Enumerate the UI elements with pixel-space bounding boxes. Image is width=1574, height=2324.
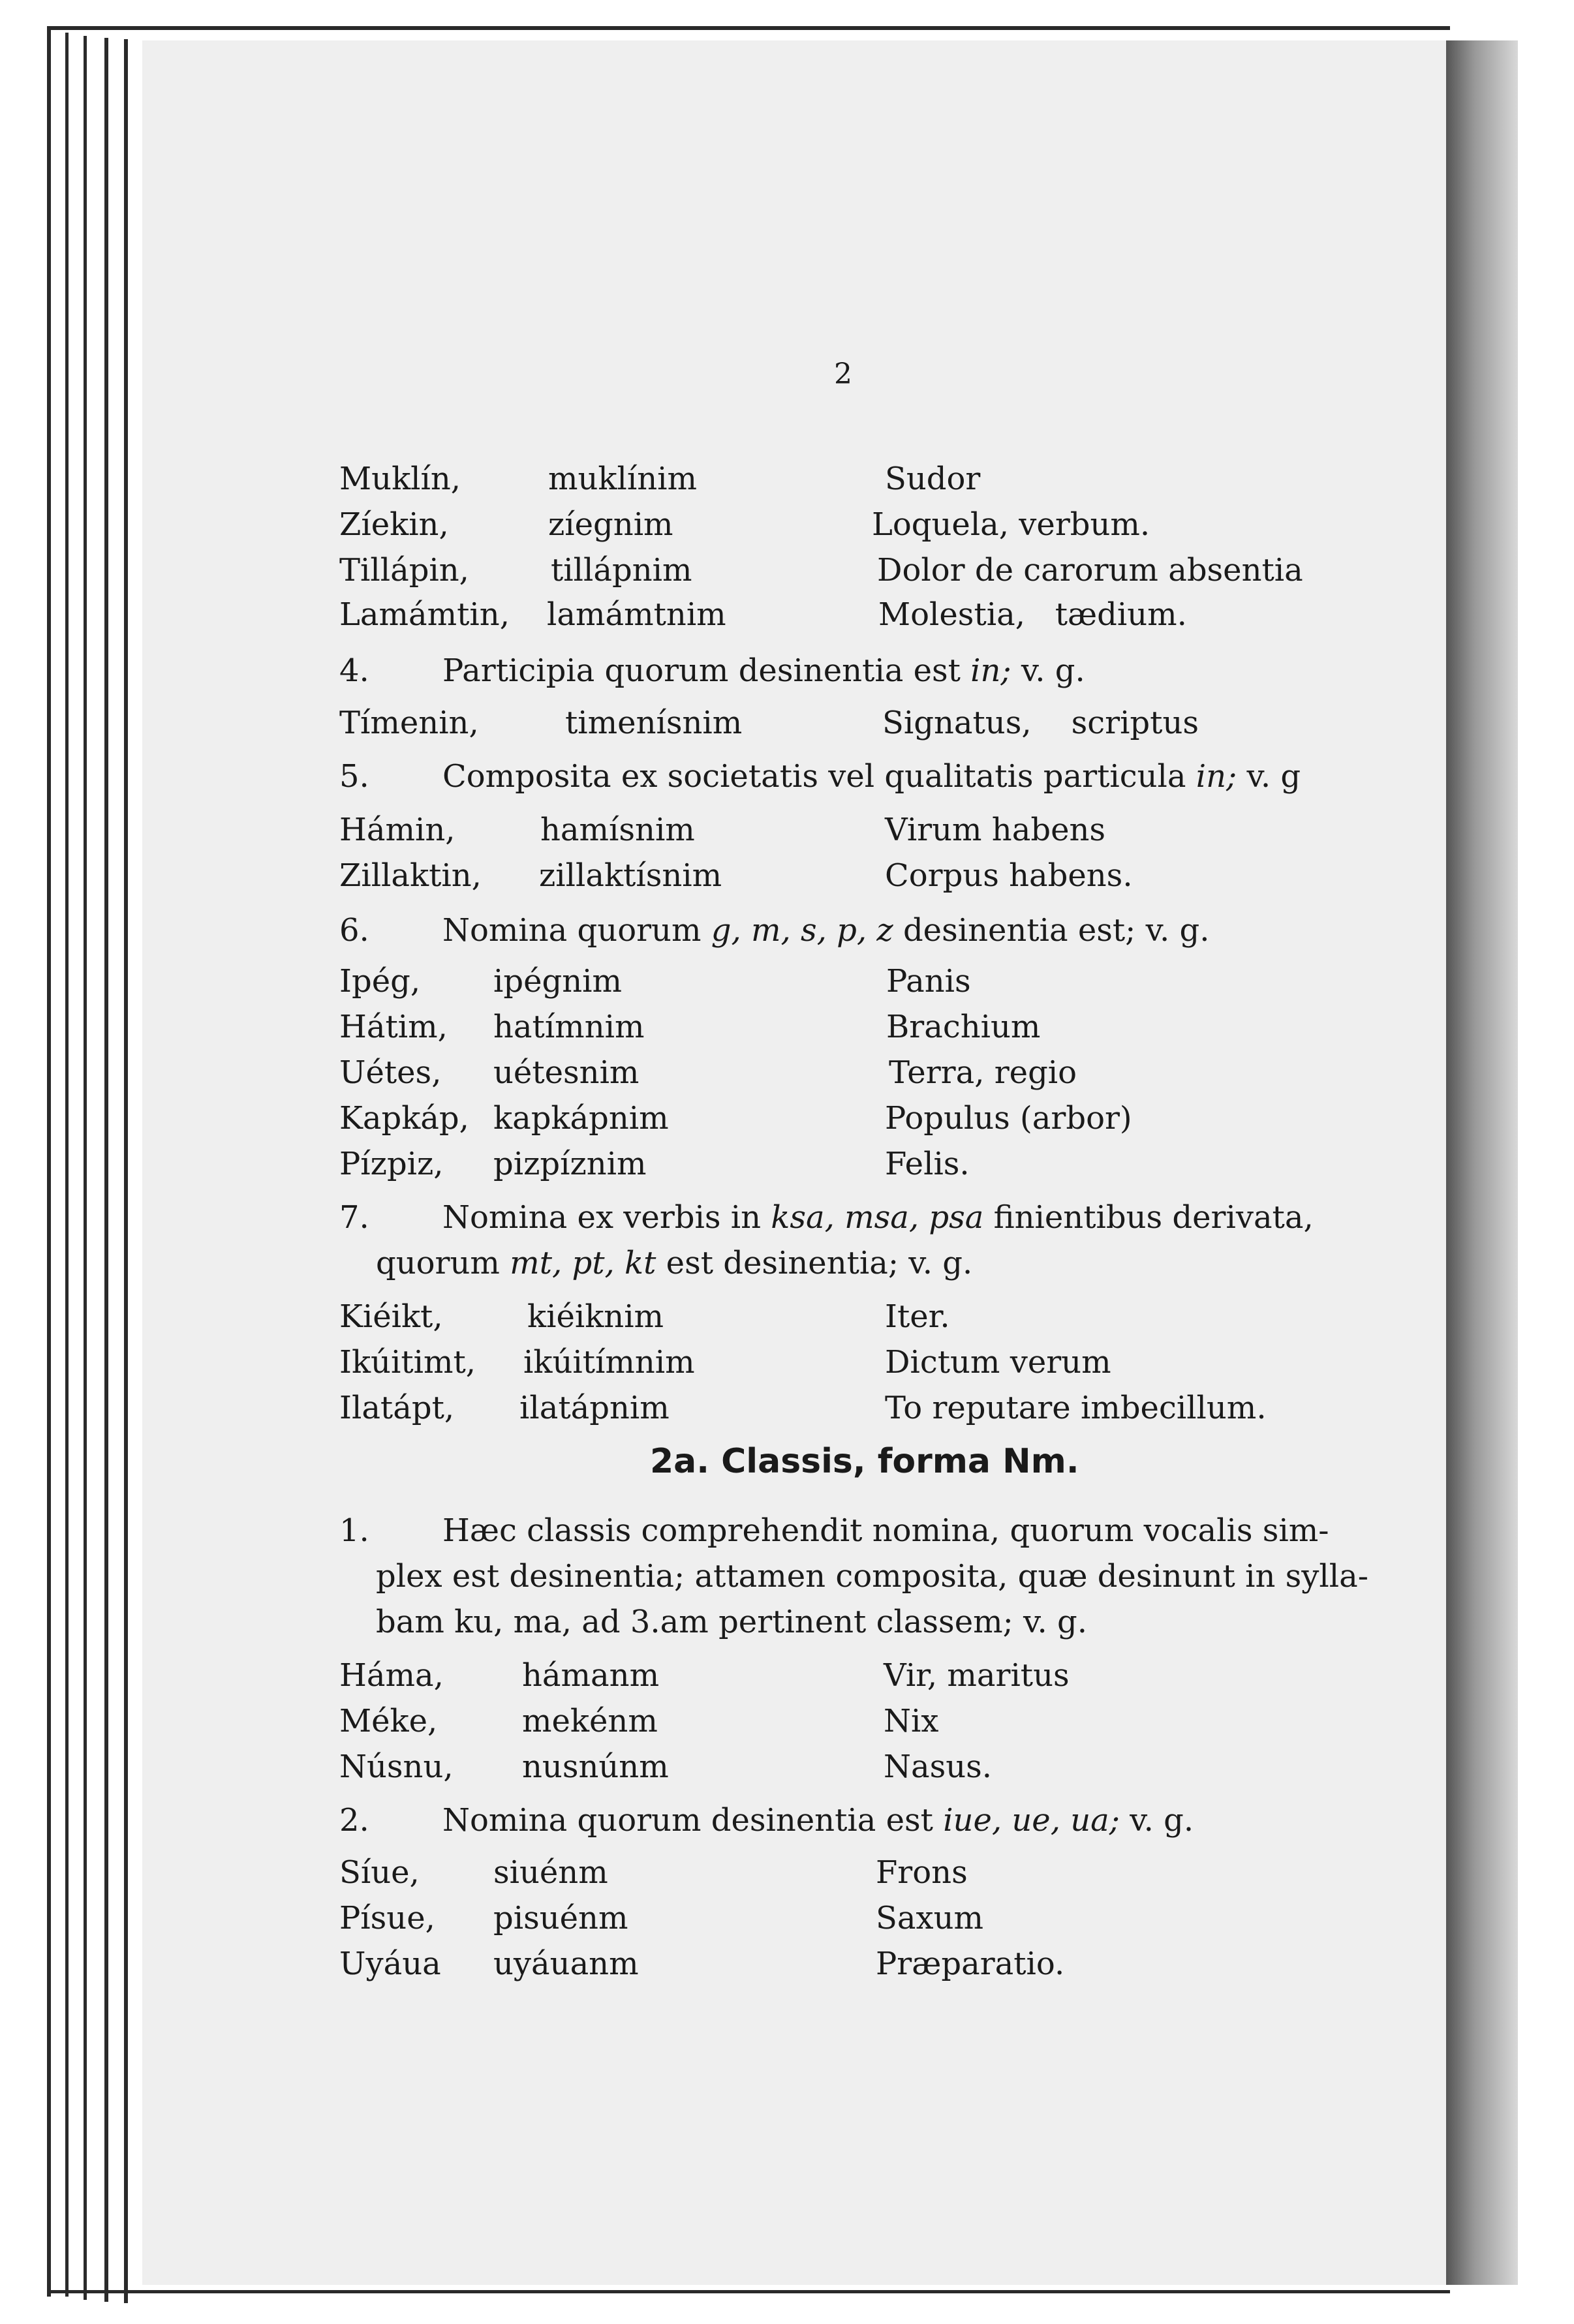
rule-number: 6. xyxy=(339,912,369,949)
entry-nominative: Kiéikt, xyxy=(339,1298,443,1335)
entry-latin: Terra, regio xyxy=(889,1054,1077,1091)
entry-genitive: mekénm xyxy=(522,1703,658,1739)
entry-nominative: Ipég, xyxy=(339,963,421,1000)
entry-nominative: Síue, xyxy=(339,1854,420,1891)
entry-genitive: tillápnim xyxy=(551,552,692,589)
entry-nominative: Lamámtin, xyxy=(339,596,510,633)
entry-genitive: siuénm xyxy=(493,1854,608,1891)
entry-latin: Populus (arbor) xyxy=(885,1100,1132,1137)
entry-genitive: ipégnim xyxy=(493,963,622,1000)
entry-latin: Panis xyxy=(886,963,971,1000)
entry-nominative: Pízpiz, xyxy=(339,1146,444,1182)
entry-nominative: Tímenin, xyxy=(339,705,479,741)
rule-text: Nomina quorum g, m, s, p, z desinentia est; v. g. xyxy=(442,912,1210,949)
entry-genitive: ilatápnim xyxy=(519,1390,670,1426)
entry-nominative: Kapkáp, xyxy=(339,1100,469,1137)
entry-genitive: pizpíznim xyxy=(493,1146,647,1182)
page-number: 2 xyxy=(834,358,852,391)
entry-nominative: Písue, xyxy=(339,1900,435,1936)
rule-text: Nomina quorum desinentia est iue, ue, ua; v. g. xyxy=(442,1802,1194,1839)
rule-text-continued: quorum mt, pt, kt est desinentia; v. g. xyxy=(376,1245,973,1281)
entry-genitive: uyáuanm xyxy=(493,1946,639,1982)
entry-latin: Dolor de carorum absentia xyxy=(877,552,1303,589)
entry-genitive: uétesnim xyxy=(493,1054,640,1091)
entry-nominative: Uyáua xyxy=(339,1946,441,1982)
rule-number: 5. xyxy=(339,758,369,795)
entry-latin: Felis. xyxy=(885,1146,970,1182)
paragraph-line: plex est desinentia; attamen composita, quæ desinunt in sylla- xyxy=(376,1558,1368,1595)
entry-nominative: Zillaktin, xyxy=(339,857,482,894)
rule-number: 4. xyxy=(339,652,369,689)
entry-genitive: muklínim xyxy=(548,461,697,497)
entry-latin: Corpus habens. xyxy=(885,857,1133,894)
rule-number: 2. xyxy=(339,1802,369,1839)
entry-latin: Virum habens xyxy=(885,812,1106,848)
entry-latin: Molestia, tædium. xyxy=(878,596,1187,633)
section-heading: 2a. Classis, forma Nm. xyxy=(650,1442,1079,1481)
entry-latin: Frons xyxy=(876,1854,968,1891)
entry-genitive: kapkápnim xyxy=(493,1100,669,1137)
entry-nominative: Ilatápt, xyxy=(339,1390,455,1426)
entry-genitive: lamámtnim xyxy=(547,596,726,633)
entry-nominative: Háma, xyxy=(339,1657,444,1694)
entry-latin: Saxum xyxy=(876,1900,983,1936)
rule-number: 1. xyxy=(339,1512,369,1549)
entry-row: Muklín, xyxy=(339,461,461,497)
entry-genitive: hámanm xyxy=(522,1657,660,1694)
entry-latin: Vir, maritus xyxy=(884,1657,1070,1694)
entry-latin: Signatus, scriptus xyxy=(882,705,1199,741)
rule-number: 7. xyxy=(339,1199,369,1236)
entry-genitive: zíegnim xyxy=(548,506,673,543)
entry-nominative: Hátim, xyxy=(339,1009,448,1045)
entry-genitive: nusnúnm xyxy=(522,1749,669,1785)
entry-latin: Brachium xyxy=(886,1009,1041,1045)
entry-genitive: timenísnim xyxy=(565,705,743,741)
entry-latin: To reputare imbecillum. xyxy=(885,1390,1267,1426)
entry-latin: Præparatio. xyxy=(876,1946,1065,1982)
entry-nominative: Núsnu, xyxy=(339,1749,454,1785)
entry-nominative: Zíekin, xyxy=(339,506,449,543)
entry-nominative: Ikúitimt, xyxy=(339,1344,476,1381)
rule-text: Nomina ex verbis in ksa, msa, psa finientibus derivata, xyxy=(442,1199,1314,1236)
entry-latin: Sudor xyxy=(885,461,981,497)
entry-genitive: ikúitímnim xyxy=(523,1344,695,1381)
entry-genitive: hamísnim xyxy=(540,812,695,848)
entry-latin: Loquela, verbum. xyxy=(872,506,1150,543)
entry-nominative: Uétes, xyxy=(339,1054,442,1091)
entry-genitive: pisuénm xyxy=(493,1900,628,1936)
entry-latin: Dictum verum xyxy=(885,1344,1111,1381)
entry-latin: Nix xyxy=(884,1703,939,1739)
entry-latin: Nasus. xyxy=(884,1749,993,1785)
paragraph-line: bam ku, ma, ad 3.am pertinent classem; v. g. xyxy=(376,1604,1087,1640)
entry-nominative: Tillápin, xyxy=(339,552,469,589)
entry-latin: Iter. xyxy=(885,1298,950,1335)
entry-genitive: zillaktísnim xyxy=(539,857,722,894)
rule-text: Composita ex societatis vel qualitatis particula in; v. g xyxy=(442,758,1301,795)
paragraph-line: Hæc classis comprehendit nomina, quorum vocalis sim- xyxy=(442,1512,1329,1549)
entry-nominative: Hámin, xyxy=(339,812,455,848)
entry-genitive: kiéiknim xyxy=(527,1298,664,1335)
rule-text: Participia quorum desinentia est in; v. g. xyxy=(442,652,1085,689)
entry-genitive: hatímnim xyxy=(493,1009,645,1045)
entry-nominative: Méke, xyxy=(339,1703,438,1739)
